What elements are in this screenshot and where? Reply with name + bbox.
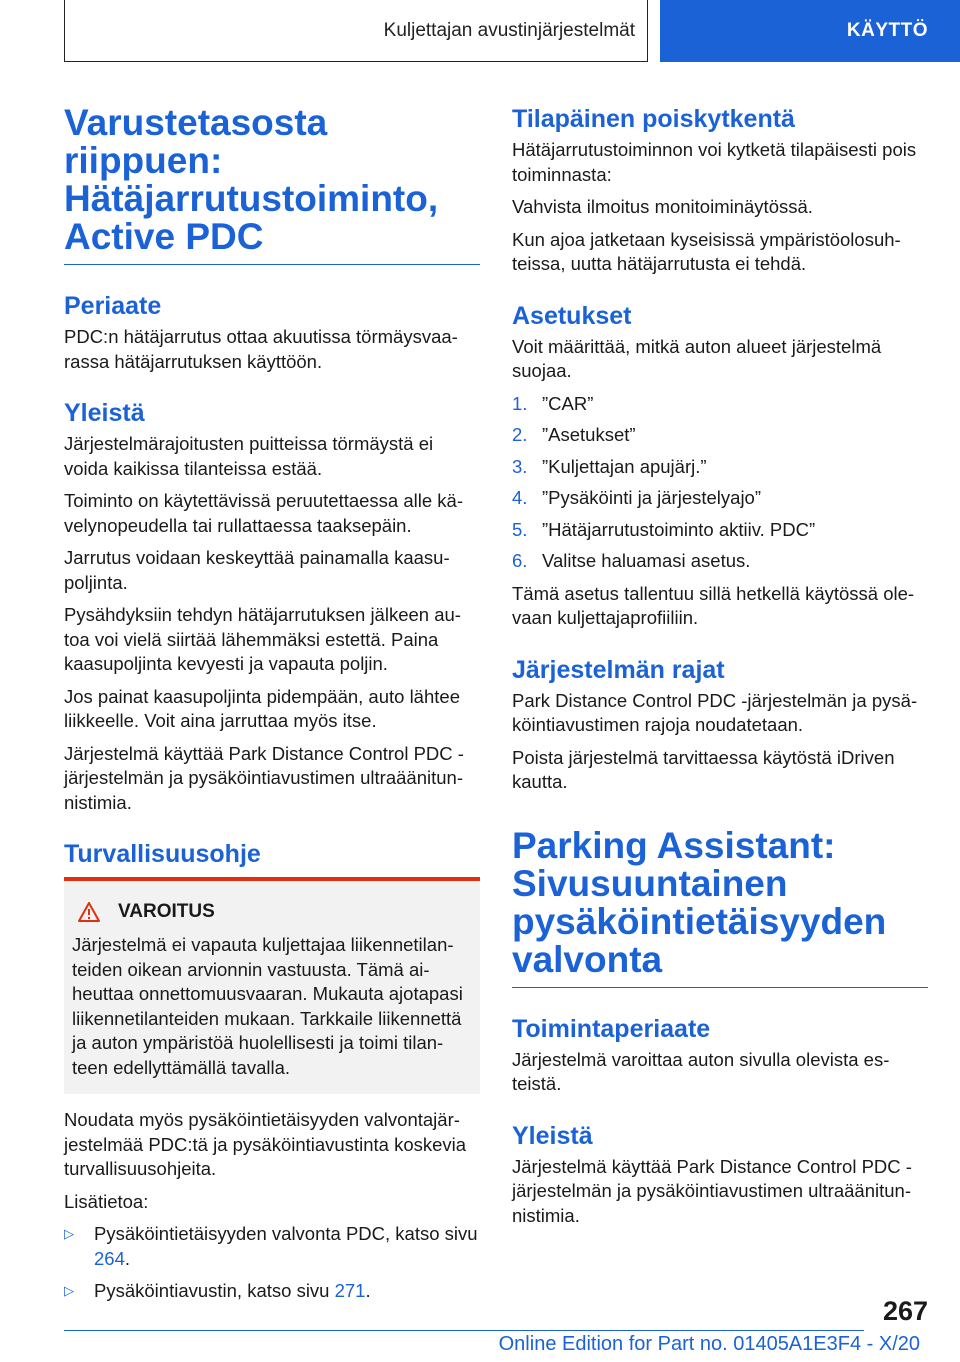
paragraph: Jarrutus voidaan keskeyttää painamalla kaasupoljinta.	[64, 547, 450, 593]
paragraph: Järjestelmä käyttää Park Distance Control PDC -järjestelmän ja pysäköintiavustimen ultraäänitunnistimia.	[512, 1155, 912, 1226]
page-number: 267	[882, 1296, 928, 1326]
list-item: ▷ Pysäköintietäisyyden valvonta PDC, katso sivu 264.	[64, 1223, 478, 1269]
heading-turvallisuusohje: Turvallisuusohje	[64, 840, 261, 868]
step-number: 5.	[512, 518, 528, 540]
paragraph: Poista järjestelmä tarvittaessa käytöstä iDriven kautta.	[512, 746, 895, 792]
list-item: ▷ Pysäköintiavustin, katso sivu 271.	[64, 1279, 480, 1304]
step-text: ”Hätäjarrutustoiminto aktiiv. PDC”	[542, 518, 816, 540]
heading-periaate: Periaate	[64, 292, 162, 320]
paragraph: Noudata myös pysäköintietäisyyden valvontajärjestelmää PDC:tä ja pysäköintiavustinta koskevia turvallisuusohjeita.	[64, 1109, 467, 1179]
step-number: 3.	[512, 455, 528, 477]
step-text: ”Kuljettajan apujärj.”	[542, 455, 707, 477]
heading-jarjestelman-rajat: Järjestelmän rajat	[512, 655, 725, 684]
paragraph: Hätäjarrutustoiminnon voi kytketä tilapäisesti pois toiminnasta:	[512, 139, 917, 185]
paragraph: Toiminto on käytettävissä peruutettaessa alle kävelynopeudella tai rullattaessa taaksepäin.	[64, 490, 463, 536]
page-title: Varustetasosta riippuen: Hätäjarrutustoiminto, Active PDC	[64, 102, 439, 257]
paragraph: Kun ajoa jatketaan kyseisissä ympäristöolosuhteissa, uutta hätäjarrutusta ei tehdä.	[512, 228, 901, 274]
footer-divider	[64, 1330, 864, 1331]
right-column	[512, 104, 928, 1236]
paragraph: Park Distance Control PDC -järjestelmän ja pysäköintiavustimen rajoja noudatetaan.	[512, 689, 918, 735]
paragraph: Pysähdyksiin tehdyn hätäjarrutuksen jälkeen autoa voi vielä siirtää lähemmäksi estettä. Paina kaasupoljinta kevyesti ja vapauta poljin.	[64, 604, 461, 674]
heading-toimintaperiaate: Toimintaperiaate	[512, 1014, 711, 1043]
paragraph: Jos painat kaasupoljinta pidempään, auto lähtee liikkeelle. Voit aina jarruttaa myös itse.	[64, 685, 460, 731]
paragraph: Vahvista ilmoitus monitoiminäytössä.	[512, 196, 813, 217]
list-item-text: Pysäköintietäisyyden valvonta PDC, katso sivu	[94, 1223, 478, 1244]
step-text: ”Asetukset”	[542, 424, 636, 445]
list-item	[512, 455, 928, 480]
triangle-bullet-icon: ▷	[64, 1226, 74, 1241]
list-item	[512, 392, 928, 417]
steps-list	[512, 392, 928, 574]
running-header-chapter-tab: KÄYTTÖ	[660, 0, 960, 62]
page-link[interactable]: 271	[334, 1280, 366, 1301]
step-number: 2.	[512, 424, 528, 445]
step-text: ”Pysäköinti ja järjestelyajo”	[542, 487, 762, 508]
heading-tilapainen-poiskytkenta: Tilapäinen poiskytkentä	[512, 105, 795, 133]
list-item	[512, 549, 928, 574]
heading-yleista-2: Yleistä	[512, 1121, 593, 1150]
list-item	[512, 518, 928, 543]
section-title-parking-assistant: Parking Assistant: Sivusuuntainen pysäköintietäisyyden valvonta	[512, 824, 887, 980]
paragraph: Järjestelmärajoitusten puitteissa törmäystä ei voida kaikissa tilanteissa estää.	[64, 433, 434, 479]
warning-text: Järjestelmä ei vapauta kuljettajaa liikennetilanteiden oikean arvionnin vastuusta. Tämä aiheuttaa onnettomuusvaaran. Mukauta ajotapasi liikennetilanteiden mukaan. Tarkkaile liikennettä ja auton ympäristöä huolellisesti ja toimi tilanteen edellyttämällä tavalla.	[72, 934, 463, 1078]
step-text: ”CAR”	[542, 392, 594, 414]
warning-box	[64, 877, 480, 1094]
running-header-section: Kuljettajan avustinjärjestelmät	[64, 0, 648, 62]
heading-yleista: Yleistä	[64, 399, 145, 427]
left-column	[64, 104, 480, 1312]
list-item	[512, 486, 928, 511]
step-number: 6.	[512, 550, 528, 571]
warning-triangle-icon	[78, 902, 100, 922]
step-text: Valitse haluamasi asetus.	[542, 550, 751, 571]
list-item	[512, 423, 928, 448]
warning-title: VAROITUS	[118, 901, 215, 922]
paragraph: Järjestelmä varoittaa auton sivulla olevista esteistä.	[512, 1048, 890, 1094]
step-number: 4.	[512, 487, 528, 508]
paragraph: Järjestelmä käyttää Park Distance Control PDC -järjestelmän ja pysäköintiavustimen ultraäänitunnistimia.	[64, 742, 464, 813]
paragraph: Lisätietoa:	[64, 1190, 149, 1212]
paragraph: Voit määrittää, mitkä auton alueet järjestelmä suojaa.	[512, 335, 882, 381]
footer-edition-text: Online Edition for Part no. 01405A1E3F4 - X/20	[498, 1333, 920, 1355]
triangle-bullet-icon: ▷	[64, 1283, 74, 1298]
heading-asetukset: Asetukset	[512, 301, 632, 330]
paragraph: Tämä asetus tallentuu sillä hetkellä käytössä olevaan kuljettajaprofiiliin.	[512, 582, 915, 628]
paragraph: PDC:n hätäjarrutus ottaa akuutissa törmäysvaarassa hätäjarrutuksen käyttöön.	[64, 326, 458, 372]
page-link[interactable]: 264	[94, 1247, 125, 1269]
list-item-text: Pysäköintiavustin, katso sivu	[94, 1280, 335, 1301]
step-number: 1.	[512, 392, 528, 414]
